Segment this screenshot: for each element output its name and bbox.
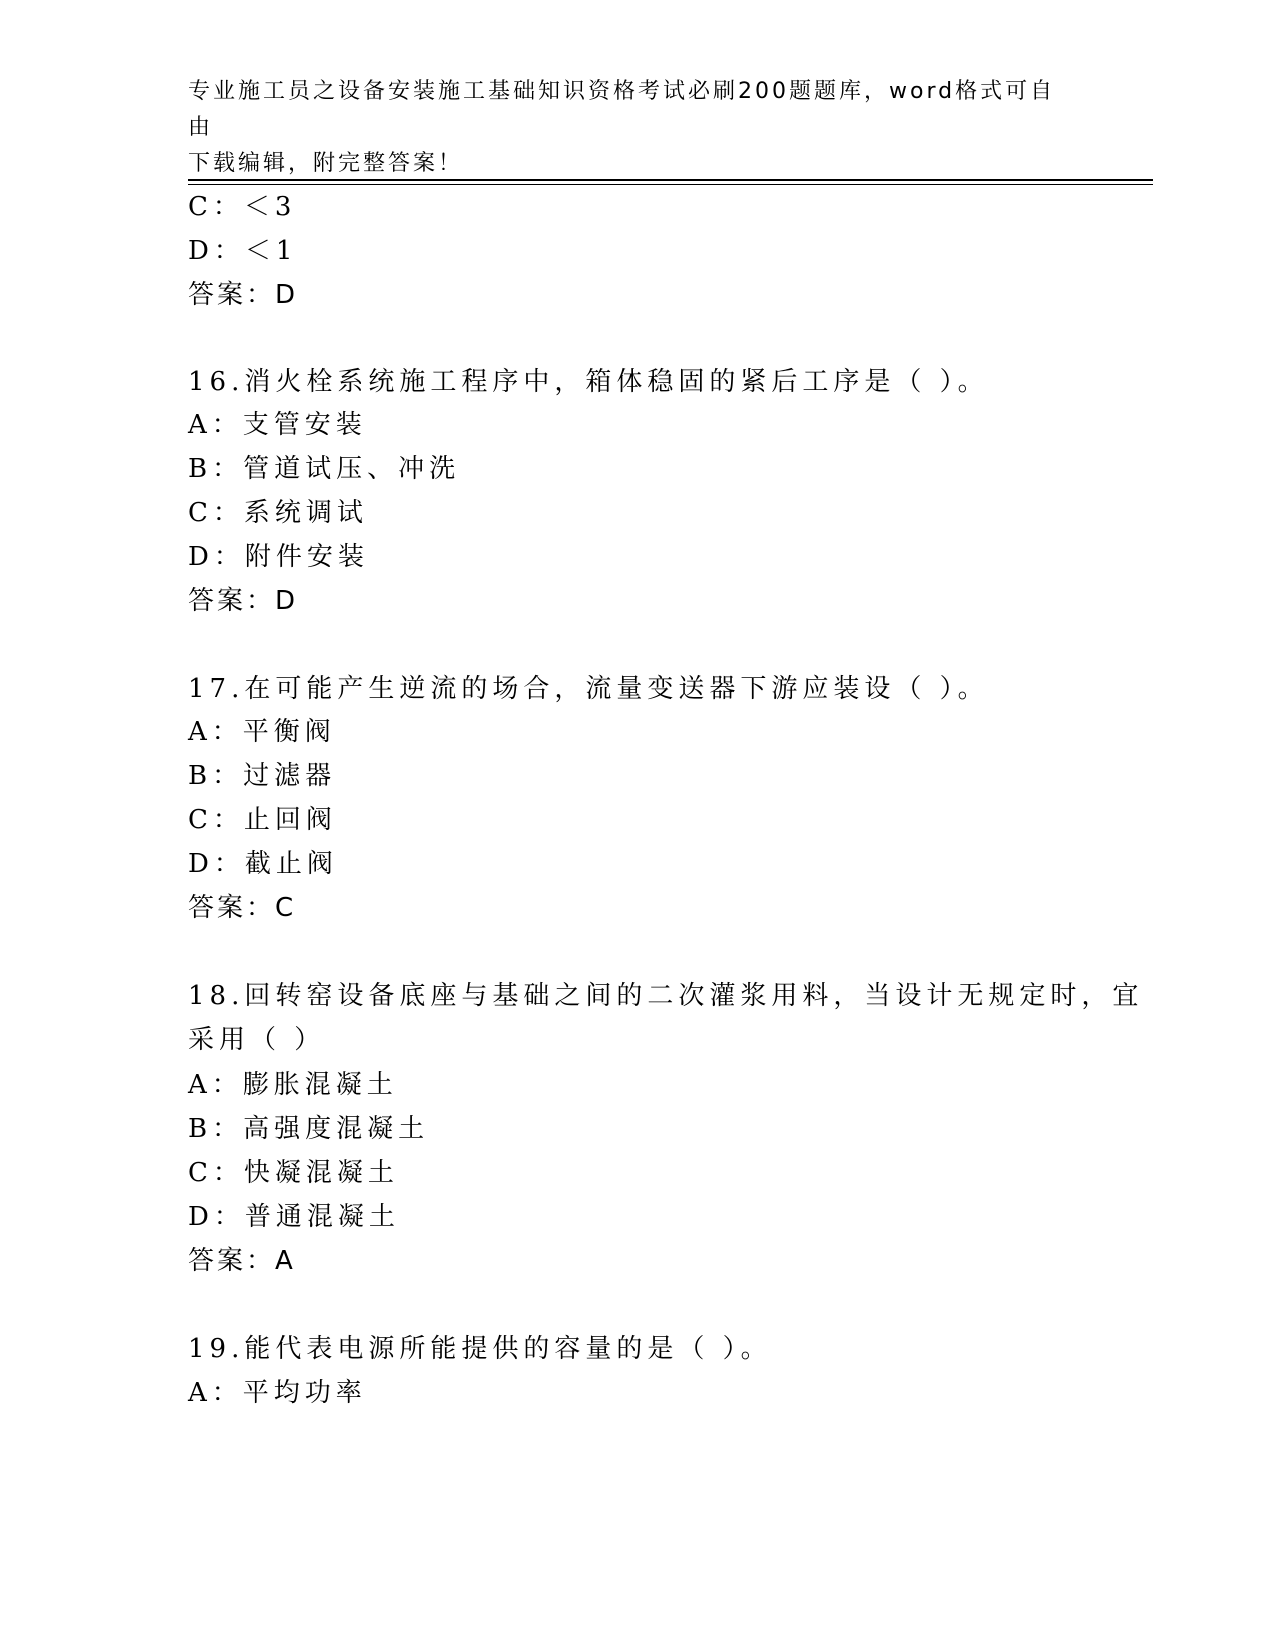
- header-line-2: 下载编辑，附完整答案！: [188, 151, 464, 176]
- question-18-stem-line-2: 采用（ ）: [188, 1025, 326, 1055]
- question-19-option-a: A：平均功率: [188, 1378, 367, 1408]
- question-16-option-d: D：附件安装: [188, 542, 369, 572]
- question-17-answer: 答案：C: [188, 893, 297, 923]
- question-16-stem: 16.消火栓系统施工程序中，箱体稳固的紧后工序是（ ）。: [188, 367, 989, 397]
- question-16-option-a: A：支管安装: [188, 410, 367, 440]
- header-divider-thin: [188, 184, 1153, 185]
- question-16-answer: 答案：D: [188, 586, 299, 616]
- question-19-stem: 19.能代表电源所能提供的容量的是（ ）。: [188, 1334, 772, 1364]
- question-17-option-c: C：止回阀: [188, 805, 337, 835]
- question-18-option-d: D：普通混凝土: [188, 1202, 400, 1232]
- question-17-option-d: D：截止阀: [188, 849, 338, 879]
- question-17-option-a: A：平衡阀: [188, 717, 336, 747]
- question-18-stem-line-1: 18.回转窑设备底座与基础之间的二次灌浆用料，当设计无规定时，宜: [188, 981, 1144, 1011]
- question-16-option-c: C：系统调试: [188, 498, 368, 528]
- option-c: C：＜3: [188, 192, 297, 222]
- question-18-option-c: C：快凝混凝土: [188, 1158, 399, 1188]
- question-17-option-b: B：过滤器: [188, 761, 337, 791]
- question-18-answer: 答案：A: [188, 1246, 296, 1276]
- question-18-option-a: A：膨胀混凝土: [188, 1070, 398, 1100]
- header-line-1: 专业施工员之设备安装施工基础知识资格考试必刷200题题库，word格式可自由: [188, 79, 1056, 140]
- question-18-option-b: B：高强度混凝土: [188, 1114, 430, 1144]
- question-16-option-b: B：管道试压、冲洗: [188, 454, 461, 484]
- question-17-stem: 17.在可能产生逆流的场合，流量变送器下游应装设（ ）。: [188, 674, 989, 704]
- document-header: [188, 74, 1068, 182]
- answer-line: 答案：D: [188, 280, 299, 310]
- header-divider-thick: [188, 179, 1153, 181]
- option-d: D：＜1: [188, 236, 298, 266]
